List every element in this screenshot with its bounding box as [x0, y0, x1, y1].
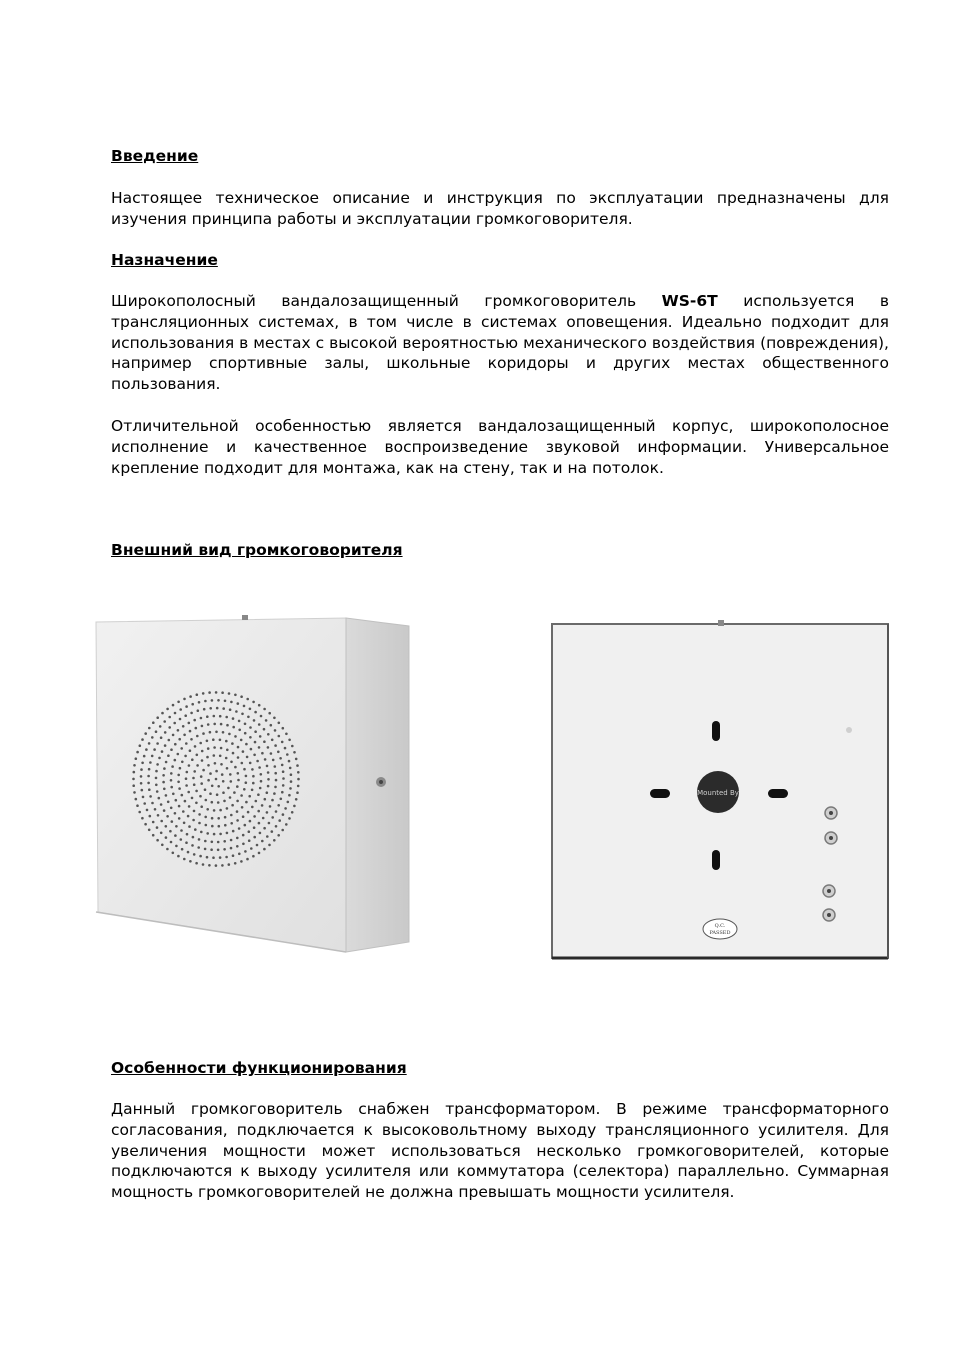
speaker-front-photo — [86, 612, 416, 957]
qc-label-line2: PASSED — [709, 930, 731, 936]
section-purpose — [111, 250, 889, 478]
qc-label-line1: Q.C. — [714, 923, 726, 929]
intro-paragraph: Настоящее техническое описание и инструкция по эксплуатации предназначены для изучения принципа работы и эксплуатации громкоговорителя. — [111, 189, 889, 228]
heading-appearance: Внешний вид громкоговорителя — [111, 541, 403, 559]
section-features — [111, 1058, 889, 1203]
section-intro — [111, 146, 889, 230]
heading-intro: Введение — [111, 147, 199, 165]
heading-purpose: Назначение — [111, 251, 218, 269]
back-label-text: Mounted By — [697, 789, 739, 797]
purpose-text-end: используется в трансляционных системах, в том числе в системах оповещения. Идеально подходит для использования в местах с высокой вероятностью механического воздействия (повреждения), например спортивные залы, школьные коридоры и других местах общественного пользования. — [111, 292, 889, 394]
purpose-paragraph-2: Отличительной особенностью является вандалозащищенный корпус, широкополосное исполнение и качественное воспроизведение звуковой информации. Универсальное крепление подходит для монтажа, как на стену, так и на потолок. — [111, 416, 889, 477]
purpose-text-start: Широкополосный вандалозащищенный громкоговоритель — [111, 292, 662, 310]
purpose-paragraph-1 — [111, 291, 889, 395]
speaker-back-photo — [548, 618, 894, 964]
section-appearance — [111, 540, 889, 560]
heading-features: Особенности функционирования — [111, 1059, 407, 1077]
features-paragraph: Данный громкоговоритель снабжен трансформатором. В режиме трансформаторного согласования, подключается к высоковольтному выходу трансляционного усилителя. Для увеличения мощности может использоваться несколько громкоговорителей, которые подключаются к выходу усилителя или коммутатора (селектора) параллельно. Суммарная мощность громкоговорителей не должна превышать мощности усилителя. — [111, 1100, 889, 1202]
model-name: WS-6T — [661, 292, 718, 310]
